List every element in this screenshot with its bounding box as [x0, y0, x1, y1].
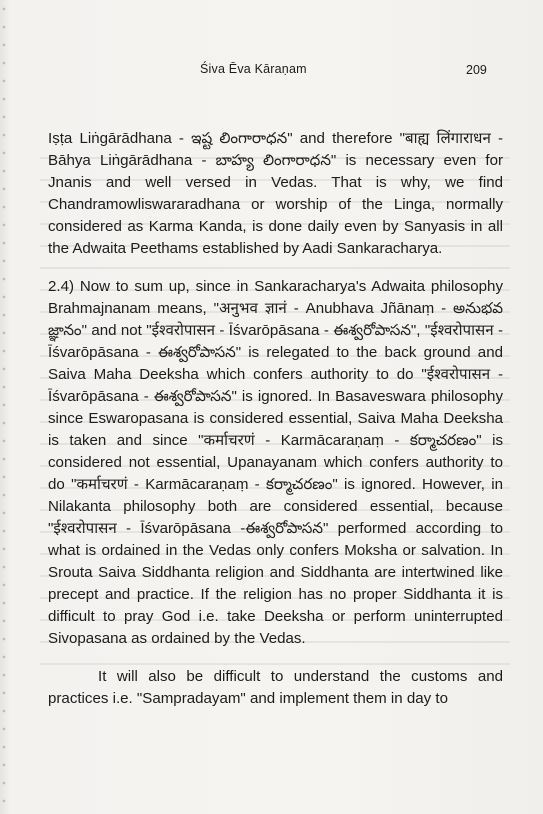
paragraph-sampradayam: It will also be difficult to understand the customs and practices i.e. "Sampradayam" and implement them in day to — [48, 668, 503, 707]
page-number: 209 — [466, 63, 487, 77]
paragraph-summary: 2.4) Now to sum up, since in Sankaracharya's Adwaita philosophy Brahmajnanam means, "अनुभव ज्ञानं - Anubhava Jñānaṃ - అనుభవ జ్ఞానం" and not "ईश्वरोपासन - Īśvarōpāsana - ఈశ్వరోపాసన", "ईश्वरोपासन - Īśvarōpāsana - ఈశ్వరోపాసన" is relegated to the back ground and Saiva Maha Deeksha which confers authority to do "ईश्वरोपासन - Īśvarōpāsana - ఈశ్వరోపాసన" is ignored. In Basaveswara philosophy since Eswaropasana is considered essential, Saiva Maha Deeksha is taken and since "कर्माचरणं - Karmācaraṇaṃ - కర్మాచరణం" is considered not essential, Upanayanam which confers authority to do "कर्माचरणं - Karmācaraṇaṃ - కర్మాచరణం" is ignored. However, in Nilakanta philosophy both are considered essential, because "ईश्वरोपासन - Īśvarōpāsana -ఈశ్వరోపాసన" performed according to what is ordained in the Vedas only confers Moksha or salvation. In Srouta Saiva Siddhanta religion and Siddhanta are intertwined like precept and practice. If the religion has no proper Siddhanta it is difficult to pray God i.e. take Deeksha or perform uninterrupted Sivopasana as ordained by the Vedas. — [48, 278, 503, 647]
running-title: Śiva Ēva Kāraṇam — [200, 62, 307, 76]
binding-edge — [0, 0, 8, 814]
body-text — [48, 128, 503, 710]
page-header — [0, 62, 543, 82]
paragraph-linga-worship: Iṣṭa Liṅgārādhana - ఇష్ట లింగారాధన" and therefore "बाह्य लिंगाराधन - Bāhya Liṅgārādhana - బాహ్య లింగారాధన" is necessary even for Jnanis and well versed in Vedas. That is why, we find Chandramowliswararadhana or worship of the Linga, normally considered as Karma Kanda, is done daily even by Sanyasis in all the Adwaita Peethams established by Aadi Sankaracharya. — [48, 130, 503, 257]
